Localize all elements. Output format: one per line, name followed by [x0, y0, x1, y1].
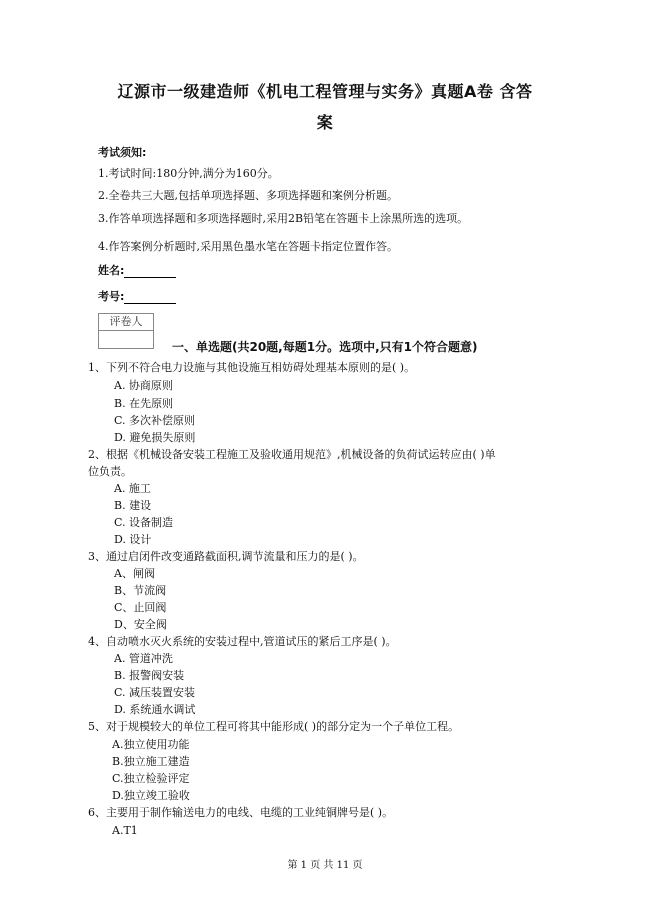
question-option: A. 管道冲洗 [114, 652, 173, 665]
question-option: C. 设备制造 [114, 516, 174, 529]
question-option: B. 在先原则 [114, 397, 174, 410]
section-title: 一、单选题(共20题,每题1分。选项中,只有1个符合题意) [172, 340, 478, 354]
question-option: C、止回阀 [114, 601, 167, 614]
question-option: A、闸阀 [114, 567, 155, 580]
question-stem: 1、下列不符合电力设施与其他设施互相妨碍处理基本原则的是( )。 [88, 361, 416, 374]
question-option: A. 施工 [114, 482, 151, 495]
question-option: B. 建设 [114, 499, 152, 512]
question-option: C.独立检验评定 [112, 772, 190, 785]
question-option: A.独立使用功能 [112, 738, 190, 751]
document-title: 辽源市一级建造师《机电工程管理与实务》真题A卷 含答 [117, 82, 533, 101]
notice-heading: 考试须知: [98, 146, 147, 159]
question-stem: 5、对于规模较大的单位工程可将其中能形成( )的部分定为一个子单位工程。 [88, 720, 460, 733]
question-option: D. 系统通水调试 [114, 703, 196, 716]
question-stem: 4、自动喷水灭火系统的安装过程中,管道试压的紧后工序是( )。 [88, 635, 397, 648]
question-option: C. 减压装置安装 [114, 686, 196, 699]
question-stem: 3、通过启闭件改变通路截面积,调节流量和压力的是( )。 [88, 550, 364, 563]
question-option: B、节流阀 [114, 584, 167, 597]
id-blank [124, 291, 176, 304]
id-label: 考号: [98, 290, 125, 303]
question-stem: 2、根据《机械设备安装工程施工及验收通用规范》,机械设备的负荷试运转应由( )单 [88, 448, 496, 461]
name-label: 姓名: [98, 264, 125, 277]
question-option: D、安全阀 [114, 618, 167, 631]
question-option: B. 报警阀安装 [114, 669, 185, 682]
question-option: A.T1 [112, 824, 138, 837]
document-title-continued: 案 [316, 113, 334, 132]
name-blank [124, 265, 176, 278]
id-field [98, 290, 176, 304]
notice-item: 1.考试时间:180分钟,满分为160分。 [98, 167, 279, 180]
notice-item: 2.全卷共三大题,包括单项选择题、多项选择题和案例分析题。 [98, 189, 398, 202]
name-field [98, 264, 176, 278]
grader-box [98, 313, 154, 349]
notice-item: 4.作答案例分析题时,采用黑色墨水笔在答题卡指定位置作答。 [98, 240, 398, 253]
notice-item: 3.作答单项选择题和多项选择题时,采用2B铅笔在答题卡上涂黑所选的选项。 [98, 212, 469, 225]
question-option: B.独立施工建造 [112, 755, 190, 768]
question-stem-continued: 位负责。 [88, 465, 132, 478]
question-option: A. 协商原则 [114, 379, 173, 392]
page-footer: 第 1 页 共 11 页 [287, 860, 363, 871]
question-option: C. 多次补偿原则 [114, 414, 196, 427]
question-option: D. 设计 [114, 533, 152, 546]
grader-label: 评卷人 [99, 314, 153, 331]
question-stem: 6、主要用于制作输送电力的电线、电缆的工业纯铜牌号是( )。 [88, 806, 394, 819]
question-option: D. 避免损失原则 [114, 431, 196, 444]
question-option: D.独立竣工验收 [112, 789, 190, 802]
